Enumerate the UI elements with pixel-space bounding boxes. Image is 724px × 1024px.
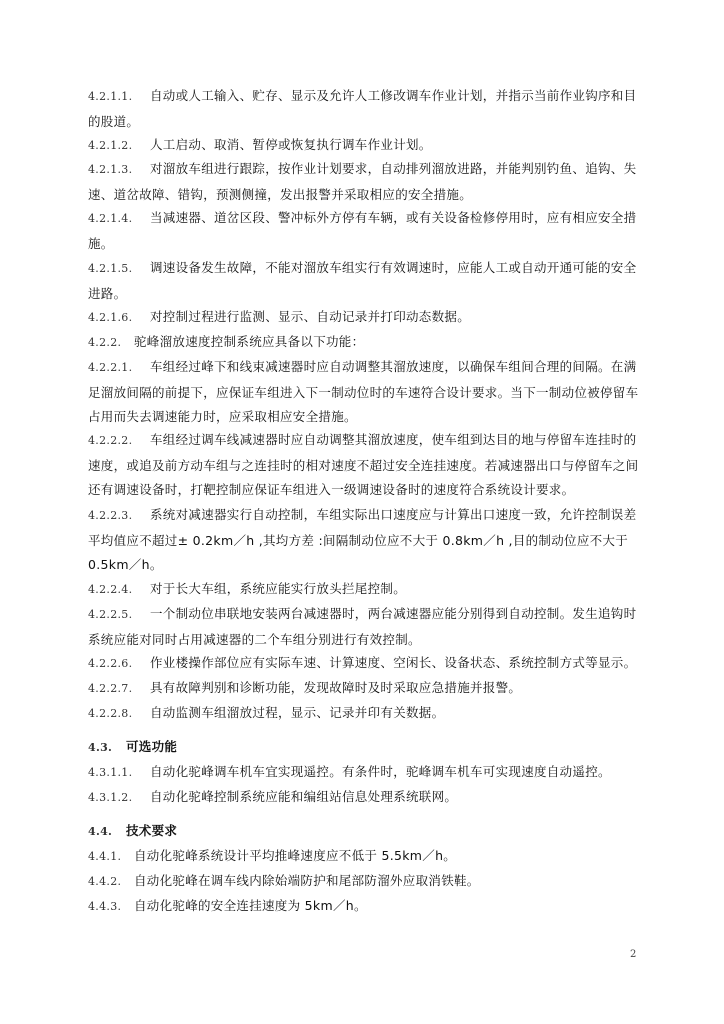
paragraph-text: 自动化驼峰在调车线内除始端防护和尾部防溜外应取消铁鞋。 — [134, 873, 480, 888]
paragraph-4-4-2 — [88, 869, 644, 895]
paragraph-4-2-2-2 — [88, 428, 644, 503]
paragraph-4-2-2-3 — [88, 503, 644, 578]
paragraph-text: 自动监测车组溜放过程，显示、记录并印有关数据。 — [150, 705, 445, 720]
paragraph-text: 自动化驼峰系统设计平均推峰速度应不低于 5.5km／h。 — [134, 848, 457, 863]
section-number: 4.2.1.6. — [88, 311, 133, 324]
paragraph-text: 当减速器、道岔区段、警冲标外方停有车辆，或有关设备检修停用时，应有相应安全措施。 — [88, 210, 637, 251]
paragraph-4-3-1-1 — [88, 760, 644, 786]
paragraph-4-2-1-4 — [88, 206, 644, 256]
section-number: 4.2.2. — [88, 336, 122, 349]
paragraph-text: 车组经过调车线减速器时应自动调整其溜放速度，使车组到达目的地与停留车连挂时的速度，或追及前方动车组与之连挂时的相对速度不超过安全连挂速度。若减速器出口与停留车之间还有调速设备时，打靶控制应保证车组进入一级调速设备时的速度符合系统设计要求。 — [88, 432, 639, 497]
paragraph-4-2-1-5 — [88, 256, 644, 306]
section-number: 4.2.1.4. — [88, 212, 133, 225]
section-number: 4.3.1.2. — [88, 791, 133, 804]
paragraph-text: 自动或人工输入、贮存、显示及允许人工修改调车作业计划，并指示当前作业钩序和目的股道。 — [88, 88, 637, 129]
paragraph-text: 人工启动、取消、暂停或恢复执行调车作业计划。 — [150, 137, 432, 152]
paragraph-4-3-1-2 — [88, 785, 644, 811]
paragraph-text: 对溜放车组进行跟踪，按作业计划要求，自动排列溜放进路，并能判别钓鱼、追钩、失速、道岔故障、错钩，预测侧撞，发出报警并采取相应的安全措施。 — [88, 161, 637, 202]
paragraph-4-2-2-7 — [88, 676, 644, 702]
heading-text: 技术要求 — [126, 823, 178, 838]
paragraph-text: 具有故障判别和诊断功能，发现故障时及时采取应急措施并报警。 — [150, 680, 522, 695]
section-number: 4.2.2.4. — [88, 583, 133, 596]
paragraph-4-2-1-6 — [88, 305, 644, 331]
section-number: 4.2.2.8. — [88, 707, 133, 720]
page-number: 2 — [630, 949, 637, 960]
paragraph-text: 对控制过程进行监测、显示、自动记录并打印动态数据。 — [150, 309, 471, 324]
paragraph-text: 作业楼操作部位应有实际车速、计算速度、空闲长、设备状态、系统控制方式等显示。 — [150, 655, 637, 670]
paragraph-4-4-3 — [88, 894, 644, 920]
paragraph-4-2-1-1 — [88, 84, 644, 134]
section-number: 4.2.2.3. — [88, 509, 133, 522]
paragraph-4-2-1-2 — [88, 133, 644, 159]
section-number: 4.4.3. — [88, 900, 122, 913]
paragraph-text: 对于长大车组，系统应能实行放头拦尾控制。 — [150, 581, 407, 596]
paragraph-text: 系统对减速器实行自动控制，车组实际出口速度应与计算出口速度一致，允许控制误差平均值应不超过± 0.2km／h ,其均方差 :间隔制动位应不大于 0.8km／h ,目的制动位应不大于 0.5km／h。 — [88, 507, 637, 572]
section-number: 4.2.2.6. — [88, 657, 133, 670]
paragraph-text: 自动化驼峰调车机车宜实现遥控。有条件时，驼峰调车机车可实现速度自动遥控。 — [150, 764, 611, 779]
section-heading-4-3 — [88, 735, 644, 761]
heading-text: 可选功能 — [126, 739, 178, 754]
paragraph-4-2-2-8 — [88, 701, 644, 727]
paragraph-text: 自动化驼峰的安全连挂速度为 5km／h。 — [134, 898, 367, 913]
paragraph-text: 车组经过峰下和线束减速器时应自动调整其溜放速度，以确保车组间合理的间隔。在满足溜放间隔的前提下，应保证车组进入下一制动位时的车速符合设计要求。当下一制动位被停留车占用而失去调速能力时，应采取相应安全措施。 — [88, 359, 639, 424]
paragraph-4-2-2-6 — [88, 651, 644, 677]
paragraph-4-2-1-3 — [88, 157, 644, 207]
section-number: 4.4.2. — [88, 875, 122, 888]
section-number: 4.2.1.3. — [88, 163, 133, 176]
section-number: 4.2.1.1. — [88, 90, 133, 103]
paragraph-text: 调速设备发生故障，不能对溜放车组实行有效调速时，应能人工或自动开通可能的安全进路。 — [88, 260, 637, 301]
paragraph-4-2-2-1 — [88, 355, 644, 430]
section-number: 4.2.2.5. — [88, 608, 133, 621]
section-number: 4.2.2.7. — [88, 682, 133, 695]
section-number: 4.4.1. — [88, 850, 122, 863]
section-number: 4.3.1.1. — [88, 766, 133, 779]
paragraph-4-2-2-5 — [88, 602, 644, 652]
section-heading-4-4 — [88, 819, 644, 845]
paragraph-text: 一个制动位串联地安装两台减速器时，两台减速器应能分别得到自动控制。发生追钩时系统应能对同时占用减速器的二个车组分别进行有效控制。 — [88, 606, 637, 647]
section-number: 4.2.1.5. — [88, 262, 133, 275]
section-number: 4.4. — [88, 825, 113, 838]
section-number: 4.2.1.2. — [88, 139, 133, 152]
section-number: 4.2.2.2. — [88, 434, 133, 447]
paragraph-text: 驼峰溜放速度控制系统应具备以下功能： — [134, 334, 365, 349]
paragraph-4-4-1 — [88, 844, 644, 870]
paragraph-4-2-2-4 — [88, 577, 644, 603]
paragraph-4-2-2 — [88, 330, 644, 356]
section-number: 4.2.2.1. — [88, 361, 133, 374]
section-number: 4.3. — [88, 741, 113, 754]
paragraph-text: 自动化驼峰控制系统应能和编组站信息处理系统联网。 — [150, 789, 458, 804]
